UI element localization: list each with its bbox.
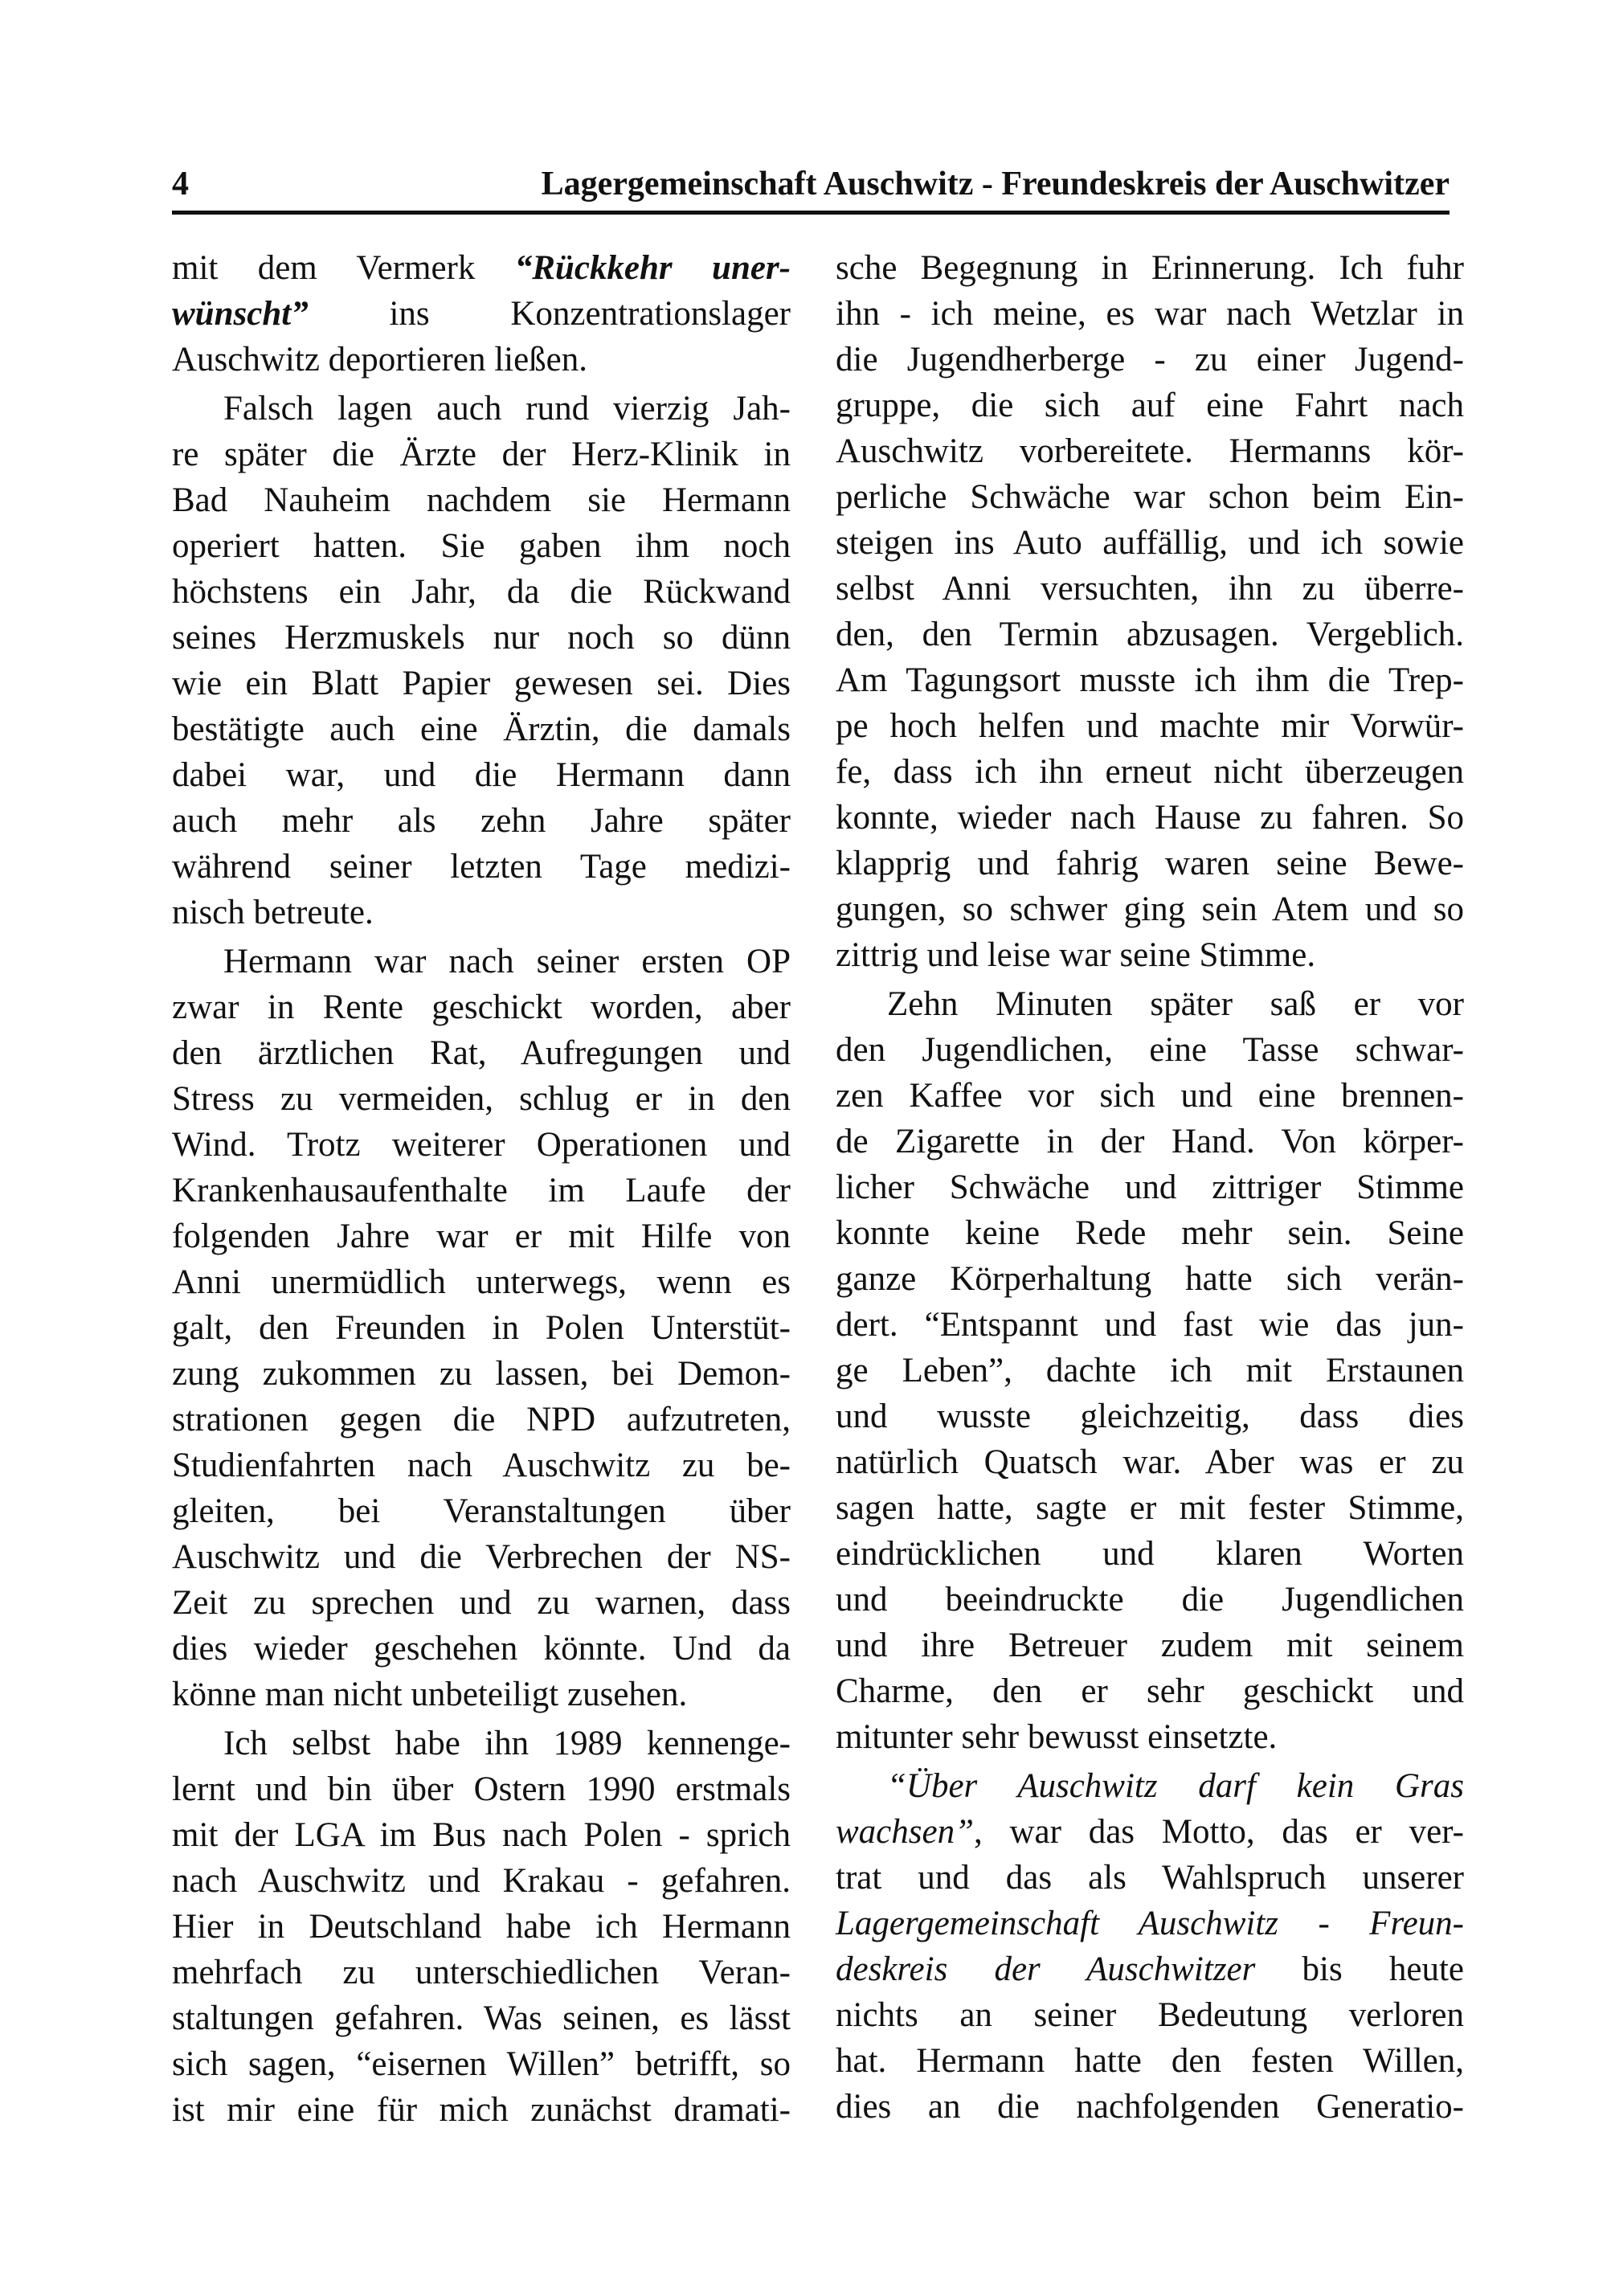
text-segment: und ihre Betreuer zudem mit seinem	[836, 1627, 1464, 1664]
text-line	[172, 890, 791, 935]
text-line	[172, 569, 791, 615]
text-segment: dies an die nachfolgenden Generatio-	[836, 2088, 1464, 2126]
text-line	[836, 1394, 1464, 1439]
text-line	[836, 1809, 1464, 1855]
left-text-column	[172, 245, 791, 2133]
text-segment: folgenden Jahre war er mit Hilfe von	[172, 1218, 791, 1255]
text-segment: , war das Motto, das er ver-	[974, 1813, 1464, 1851]
text-segment: hat. Hermann hatte den festen Willen,	[836, 2042, 1464, 2080]
text-segment: ganze Körperhaltung hatte sich verän-	[836, 1260, 1464, 1298]
text-line	[836, 337, 1464, 383]
text-line	[172, 615, 791, 661]
text-line	[836, 795, 1464, 841]
emphasized-text: deskreis der Auschwitzer	[836, 1950, 1256, 1988]
text-segment: sche Begegnung in Erinnerung. Ich fuhr	[836, 249, 1464, 287]
text-segment: während seiner letzten Tage medizi-	[172, 848, 791, 886]
text-segment: galt, den Freunden in Polen Unterstüt-	[172, 1309, 791, 1347]
text-segment: pe hoch helfen und machte mir Vorwür-	[836, 707, 1464, 745]
text-segment: nisch betreute.	[172, 894, 374, 931]
text-line	[172, 1534, 791, 1580]
text-segment: zen Kaffee vor sich und eine brennen-	[836, 1077, 1464, 1115]
text-line	[172, 432, 791, 477]
text-segment: mit dem Vermerk	[172, 249, 515, 287]
text-segment: operiert hatten. Sie gaben ihm noch	[172, 527, 791, 565]
text-segment: zittrig und leise war seine Stimme.	[836, 936, 1316, 974]
text-segment: und wusste gleichzeitig, dass dies	[836, 1398, 1464, 1435]
text-segment: Falsch lagen auch rund vierzig Jah-	[223, 390, 791, 428]
text-segment: mitunter sehr bewusst einsetzte.	[836, 1718, 1278, 1756]
text-segment: höchstens ein Jahr, da die Rückwand	[172, 573, 791, 611]
text-segment: Charme, den er sehr geschickt und	[836, 1672, 1464, 1710]
text-line	[172, 1672, 791, 1717]
text-line	[172, 1259, 791, 1305]
text-line	[836, 1164, 1464, 1210]
emphasized-text: “Über Auschwitz darf kein Gras	[887, 1767, 1464, 1805]
text-line	[172, 1397, 791, 1443]
text-segment: perliche Schwäche war schon beim Ein-	[836, 478, 1464, 516]
text-line	[836, 474, 1464, 520]
text-line	[172, 752, 791, 798]
text-segment: ge Leben”, dachte ich mit Erstaunen	[836, 1352, 1464, 1389]
text-segment: Bad Nauheim nachdem sie Hermann	[172, 481, 791, 519]
text-line	[172, 1076, 791, 1122]
text-line	[172, 245, 791, 291]
text-line	[836, 657, 1464, 703]
text-segment: könne man nicht unbeteiligt zusehen.	[172, 1676, 688, 1713]
text-segment: strationen gegen die NPD aufzutreten,	[172, 1401, 791, 1439]
text-segment: nach Auschwitz und Krakau - gefahren.	[172, 1862, 791, 1900]
text-line	[836, 1577, 1464, 1623]
text-line	[172, 386, 791, 432]
text-line	[836, 1027, 1464, 1073]
text-line	[172, 1443, 791, 1488]
text-line	[172, 1950, 791, 1995]
text-line	[836, 1531, 1464, 1577]
text-line	[836, 1992, 1464, 2038]
text-segment: steigen ins Auto auffällig, und ich sowie	[836, 524, 1464, 562]
text-segment: Zeit zu sprechen und zu warnen, dass	[172, 1584, 791, 1622]
text-line	[836, 1855, 1464, 1901]
text-line	[836, 1073, 1464, 1119]
text-line	[172, 1305, 791, 1351]
text-segment: gruppe, die sich auf eine Fahrt nach	[836, 387, 1464, 424]
text-line	[172, 1351, 791, 1397]
text-line	[836, 1946, 1464, 1992]
text-line	[836, 612, 1464, 657]
text-line	[172, 939, 791, 984]
text-segment: zwar in Rente geschickt worden, aber	[172, 988, 791, 1026]
text-line	[172, 984, 791, 1030]
text-segment: trat und das als Wahlspruch unserer	[836, 1859, 1464, 1897]
text-line	[836, 1714, 1464, 1760]
text-segment: den Jugendlichen, eine Tasse schwar-	[836, 1031, 1464, 1069]
text-segment: gleiten, bei Veranstaltungen über	[172, 1492, 791, 1530]
text-line	[836, 1485, 1464, 1531]
emphasized-text: wünscht”	[172, 295, 309, 333]
text-segment: dabei war, und die Hermann dann	[172, 756, 791, 794]
text-segment: ist mir eine für mich zunächst dramati-	[172, 2091, 791, 2129]
text-segment: nichts an seiner Bedeutung verloren	[836, 1996, 1464, 2034]
text-segment: Studienfahrten nach Auschwitz zu be-	[172, 1447, 791, 1484]
text-segment: eindrücklichen und klaren Worten	[836, 1535, 1464, 1573]
text-line	[836, 841, 1464, 886]
text-line	[172, 1580, 791, 1626]
text-line	[172, 2087, 791, 2133]
text-line	[172, 337, 791, 383]
text-line	[836, 1256, 1464, 1302]
text-segment: mehrfach zu unterschiedlichen Veran-	[172, 1954, 791, 1991]
text-line	[172, 1168, 791, 1213]
text-line	[172, 1488, 791, 1534]
text-segment: licher Schwäche und zittriger Stimme	[836, 1168, 1464, 1206]
text-segment: fe, dass ich ihn erneut nicht überzeugen	[836, 753, 1464, 791]
text-segment: Am Tagungsort musste ich ihm die Trep-	[836, 661, 1464, 699]
text-segment: Wind. Trotz weiterer Operationen und	[172, 1126, 791, 1164]
text-segment: konnte keine Rede mehr sein. Seine	[836, 1214, 1464, 1252]
text-segment: mit der LGA im Bus nach Polen - sprich	[172, 1816, 791, 1854]
text-line	[172, 1030, 791, 1076]
text-line	[836, 749, 1464, 795]
text-segment: wie ein Blatt Papier gewesen sei. Dies	[172, 665, 791, 702]
text-line	[836, 245, 1464, 291]
text-segment: den ärztlichen Rat, Aufregungen und	[172, 1034, 791, 1072]
text-segment: Auschwitz deportieren ließen.	[172, 341, 588, 379]
text-line	[836, 291, 1464, 337]
text-line	[172, 1812, 791, 1858]
text-segment: und beeindruckte die Jugendlichen	[836, 1581, 1464, 1619]
text-line	[836, 1348, 1464, 1394]
text-line	[172, 798, 791, 844]
text-line	[836, 886, 1464, 932]
text-segment: natürlich Quatsch war. Aber was er zu	[836, 1443, 1464, 1481]
text-segment: staltungen gefahren. Was seinen, es lässt	[172, 1999, 791, 2037]
running-title: Lagergemeinschaft Auschwitz - Freundeskreis der Auschwitzer	[541, 166, 1450, 203]
text-line	[836, 1901, 1464, 1946]
text-line	[836, 428, 1464, 474]
text-line	[836, 1119, 1464, 1164]
emphasized-text: “Rückkehr uner-	[514, 249, 791, 287]
text-line	[172, 706, 791, 752]
text-line	[172, 844, 791, 890]
text-line	[836, 703, 1464, 749]
text-line	[172, 1858, 791, 1904]
text-line	[172, 2041, 791, 2087]
emphasized-text: wachsen”	[836, 1813, 974, 1851]
text-segment: Auschwitz vorbereitete. Hermanns kör-	[836, 432, 1464, 470]
text-segment: ins Konzentrationslager	[308, 295, 791, 333]
right-text-column	[836, 245, 1464, 2130]
text-line	[172, 523, 791, 569]
text-line	[172, 1213, 791, 1259]
text-segment: sich sagen, “eisernen Willen” betrifft, so	[172, 2045, 791, 2083]
text-segment: konnte, wieder nach Hause zu fahren. So	[836, 799, 1464, 837]
text-segment: Auschwitz und die Verbrechen der NS-	[172, 1538, 791, 1576]
text-line	[836, 1210, 1464, 1256]
text-line	[836, 520, 1464, 566]
text-segment: de Zigarette in der Hand. Von körper-	[836, 1123, 1464, 1160]
text-line	[836, 1302, 1464, 1348]
text-segment: den, den Termin abzusagen. Vergeblich.	[836, 616, 1464, 653]
text-segment: dies wieder geschehen könnte. Und da	[172, 1630, 791, 1668]
text-line	[172, 661, 791, 706]
text-line	[836, 383, 1464, 428]
text-line	[172, 291, 791, 337]
emphasized-text: Lagergemeinschaft Auschwitz - Freun-	[836, 1905, 1464, 1942]
text-segment: ihn - ich meine, es war nach Wetzlar in	[836, 295, 1464, 333]
text-line	[172, 1122, 791, 1168]
page-number: 4	[172, 166, 189, 203]
text-segment: seines Herzmuskels nur noch so dünn	[172, 619, 791, 657]
text-line	[172, 1904, 791, 1950]
text-line	[172, 1766, 791, 1812]
text-segment: Hier in Deutschland habe ich Hermann	[172, 1908, 791, 1946]
text-line	[836, 1668, 1464, 1714]
text-line	[172, 477, 791, 523]
text-line	[172, 1995, 791, 2041]
text-line	[836, 1763, 1464, 1809]
text-line	[836, 981, 1464, 1027]
text-segment: Anni unermüdlich unterwegs, wenn es	[172, 1263, 791, 1301]
text-segment: selbst Anni versuchten, ihn zu überre-	[836, 570, 1464, 608]
text-line	[172, 1626, 791, 1672]
text-segment: lernt und bin über Ostern 1990 erstmals	[172, 1770, 791, 1808]
text-segment: bestätigte auch eine Ärztin, die damals	[172, 710, 791, 748]
text-segment: die Jugendherberge - zu einer Jugend-	[836, 341, 1464, 379]
text-segment: Zehn Minuten später saß er vor	[887, 985, 1464, 1023]
text-line	[836, 1623, 1464, 1668]
text-segment: dert. “Entspannt und fast wie das jun-	[836, 1306, 1464, 1344]
text-segment: klapprig und fahrig waren seine Bewe-	[836, 845, 1464, 882]
text-segment: gungen, so schwer ging sein Atem und so	[836, 890, 1464, 928]
text-segment: Hermann war nach seiner ersten OP	[223, 943, 791, 980]
text-segment: auch mehr als zehn Jahre später	[172, 802, 791, 840]
text-segment: Krankenhausaufenthalte im Laufe der	[172, 1172, 791, 1209]
text-line	[836, 1439, 1464, 1485]
text-segment: Ich selbst habe ihn 1989 kennenge-	[223, 1725, 791, 1762]
text-segment: bis heute	[1255, 1950, 1464, 1988]
text-line	[836, 566, 1464, 612]
text-segment: Stress zu vermeiden, schlug er in den	[172, 1080, 791, 1118]
page-header	[172, 158, 1450, 215]
text-line	[836, 2084, 1464, 2130]
text-segment: re später die Ärzte der Herz-Klinik in	[172, 436, 791, 473]
text-line	[172, 1721, 791, 1766]
text-line	[836, 2038, 1464, 2084]
text-segment: zung zukommen zu lassen, bei Demon-	[172, 1355, 791, 1393]
text-segment: sagen hatte, sagte er mit fester Stimme,	[836, 1489, 1464, 1527]
text-line	[836, 932, 1464, 978]
